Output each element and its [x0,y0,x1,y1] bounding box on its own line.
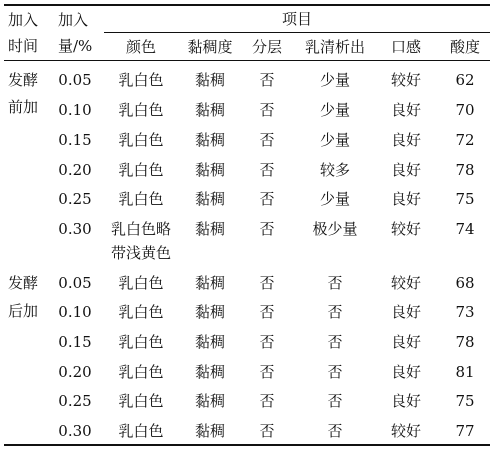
cell-layering: 否 [259,131,275,149]
cell-amount: 0.25 [58,190,92,208]
cell-viscosity: 黏稠 [194,303,226,321]
group-label-l1: 发酵 [8,274,39,292]
cell-whey: 少量 [319,101,351,119]
cell-viscosity: 黏稠 [194,161,226,179]
cell-acidity: 74 [455,220,475,238]
cell-viscosity: 黏稠 [194,333,226,351]
header-col-color: 颜色 [125,38,157,56]
cell-amount: 0.05 [58,71,92,89]
cell-layering: 否 [259,161,275,179]
header-col-viscosity: 黏稠度 [187,38,233,56]
cell-amount: 0.20 [58,363,92,381]
cell-acidity: 75 [455,392,475,410]
cell-viscosity: 黏稠 [194,131,226,149]
header-rule [4,60,490,61]
top-rule [4,4,490,6]
cell-viscosity: 黏稠 [194,422,226,440]
cell-layering: 否 [259,422,275,440]
header-col-whey: 乳清析出 [304,38,366,56]
cell-whey: 极少量 [312,220,358,238]
cell-layering: 否 [259,363,275,381]
cell-viscosity: 黏稠 [194,274,226,292]
cell-whey: 少量 [319,190,351,208]
cell-color: 乳白色略 [110,220,172,238]
cell-color: 乳白色 [118,71,164,89]
cell-taste: 良好 [390,333,422,351]
group-label-l2: 后加 [8,302,39,320]
cell-whey: 否 [327,392,343,410]
cell-whey: 否 [327,274,343,292]
cell-taste: 较好 [390,274,422,292]
cell-amount: 0.10 [58,303,92,321]
cell-whey: 否 [327,422,343,440]
cell-layering: 否 [259,274,275,292]
cell-amount: 0.30 [58,220,92,238]
cell-color: 乳白色 [118,190,164,208]
group-label-l1: 发酵 [8,71,39,89]
cell-taste: 良好 [390,363,422,381]
header-amount-l1: 加入 [58,11,89,29]
cell-whey: 较多 [319,161,351,179]
cell-whey: 否 [327,333,343,351]
cell-color: 乳白色 [118,101,164,119]
cell-layering: 否 [259,392,275,410]
cell-taste: 良好 [390,392,422,410]
header-time-l2: 时间 [8,37,39,55]
cell-amount: 0.20 [58,161,92,179]
cell-color: 乳白色 [118,392,164,410]
cell-acidity: 73 [455,303,475,321]
cell-acidity: 62 [455,71,475,89]
cell-taste: 良好 [390,190,422,208]
cell-color: 乳白色 [118,303,164,321]
cell-layering: 否 [259,220,275,238]
cell-taste: 较好 [390,220,422,238]
cell-acidity: 72 [455,131,475,149]
cell-layering: 否 [259,333,275,351]
cell-color: 乳白色 [118,333,164,351]
cell-acidity: 77 [455,422,475,440]
group-rule [104,32,490,33]
cell-acidity: 68 [455,274,475,292]
header-col-layering: 分层 [251,38,283,56]
cell-amount: 0.10 [58,101,92,119]
cell-whey: 否 [327,303,343,321]
cell-acidity: 78 [455,333,475,351]
cell-viscosity: 黏稠 [194,363,226,381]
cell-whey: 少量 [319,131,351,149]
group-label-l2: 前加 [8,98,39,116]
cell-color: 乳白色 [118,131,164,149]
cell-taste: 良好 [390,161,422,179]
cell-viscosity: 黏稠 [194,392,226,410]
cell-layering: 否 [259,71,275,89]
cell-acidity: 70 [455,101,475,119]
header-time-l1: 加入 [8,11,39,29]
cell-acidity: 81 [455,363,475,381]
bottom-rule [4,444,490,446]
cell-viscosity: 黏稠 [194,190,226,208]
cell-amount: 0.15 [58,131,92,149]
cell-viscosity: 黏稠 [194,220,226,238]
header-col-acidity: 酸度 [449,38,481,56]
cell-color: 乳白色 [118,161,164,179]
cell-amount: 0.05 [58,274,92,292]
header-col-taste: 口感 [390,38,422,56]
cell-taste: 较好 [390,71,422,89]
cell-amount: 0.15 [58,333,92,351]
cell-acidity: 75 [455,190,475,208]
header-group-title: 项目 [281,10,313,28]
cell-color: 乳白色 [118,363,164,381]
cell-whey: 少量 [319,71,351,89]
header-amount-l2: 量/% [58,37,93,55]
cell-taste: 较好 [390,422,422,440]
cell-taste: 良好 [390,101,422,119]
cell-whey: 否 [327,363,343,381]
cell-color-line2: 带浅黄色 [110,244,172,262]
cell-amount: 0.25 [58,392,92,410]
cell-layering: 否 [259,101,275,119]
cell-layering: 否 [259,190,275,208]
cell-color: 乳白色 [118,274,164,292]
cell-taste: 良好 [390,303,422,321]
cell-acidity: 78 [455,161,475,179]
cell-viscosity: 黏稠 [194,71,226,89]
cell-taste: 良好 [390,131,422,149]
cell-viscosity: 黏稠 [194,101,226,119]
cell-layering: 否 [259,303,275,321]
cell-amount: 0.30 [58,422,92,440]
cell-color: 乳白色 [118,422,164,440]
